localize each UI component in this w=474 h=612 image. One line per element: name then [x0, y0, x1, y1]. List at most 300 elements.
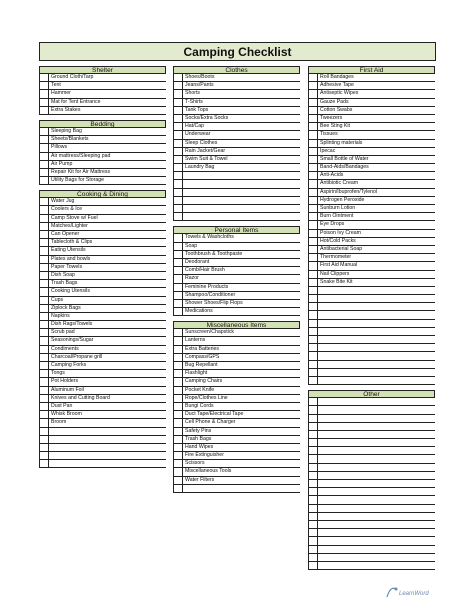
checkbox[interactable]	[308, 328, 318, 335]
page-title: Camping Checklist	[39, 42, 436, 61]
item-label: Knives and Cutting Board	[51, 394, 110, 401]
checkbox[interactable]	[39, 82, 49, 89]
checkbox[interactable]	[308, 554, 318, 561]
checkbox[interactable]	[173, 82, 183, 89]
section-clothes	[173, 66, 300, 221]
checkbox[interactable]	[39, 321, 49, 328]
checkbox[interactable]	[173, 436, 183, 443]
checkbox[interactable]	[308, 262, 318, 269]
checkbox[interactable]	[173, 197, 183, 204]
item-label	[183, 197, 300, 204]
checkbox[interactable]	[173, 234, 183, 241]
item-label	[318, 488, 435, 495]
item-label: Trash Bags	[51, 280, 78, 287]
checkbox[interactable]	[39, 313, 49, 320]
item-label: Tank Tops	[185, 106, 209, 113]
checkbox[interactable]	[39, 370, 49, 377]
checklist-row	[173, 148, 300, 156]
item-label	[318, 513, 435, 520]
checkbox[interactable]	[308, 361, 318, 368]
checkbox[interactable]	[173, 156, 183, 163]
item-label	[183, 213, 300, 220]
checklist-row	[39, 305, 166, 313]
section-header: Personal Items	[173, 226, 300, 234]
checkbox[interactable]	[39, 444, 49, 451]
checklist-row	[173, 172, 300, 180]
item-label: Antibiotic Cream	[320, 180, 359, 187]
checklist-row	[173, 189, 300, 197]
item-label	[318, 546, 435, 553]
checkbox[interactable]	[173, 213, 183, 220]
item-label: Water Jug	[51, 198, 75, 205]
checkbox[interactable]	[308, 496, 318, 503]
item-label: Sleep Clothes	[185, 139, 218, 146]
checkbox[interactable]	[173, 164, 183, 171]
checkbox[interactable]	[173, 419, 183, 426]
checkbox[interactable]	[308, 74, 318, 81]
checklist-row	[173, 267, 300, 275]
checklist-row	[308, 537, 435, 545]
checkbox[interactable]	[173, 387, 183, 394]
checkbox[interactable]	[39, 280, 49, 287]
checkbox[interactable]	[308, 505, 318, 512]
checkbox[interactable]	[39, 346, 49, 353]
checkbox[interactable]	[39, 74, 49, 81]
checkbox[interactable]	[173, 370, 183, 377]
checkbox[interactable]	[173, 189, 183, 196]
item-label: Paper Towels	[51, 263, 83, 270]
checklist-row	[39, 378, 166, 386]
checkbox[interactable]	[39, 264, 49, 271]
checkbox[interactable]	[173, 123, 183, 130]
checklist-column-1	[39, 66, 166, 473]
checkbox[interactable]	[308, 336, 318, 343]
checkbox[interactable]	[308, 107, 318, 114]
item-label	[318, 529, 435, 536]
checkbox[interactable]	[308, 131, 318, 138]
item-label: Bungi Cords	[185, 402, 214, 409]
checkbox[interactable]	[39, 231, 49, 238]
checkbox[interactable]	[308, 230, 318, 237]
checkbox[interactable]	[308, 82, 318, 89]
checkbox[interactable]	[308, 148, 318, 155]
checkbox[interactable]	[173, 329, 183, 336]
item-label: Air mattress/Sleeping pad	[51, 152, 111, 159]
item-label: Tissues	[320, 131, 338, 138]
item-label: Roll Bandages	[320, 74, 354, 80]
item-label: Sunscreen/Chapstick	[185, 329, 235, 336]
checkbox[interactable]	[308, 180, 318, 187]
checkbox[interactable]	[39, 223, 49, 230]
checklist-row	[39, 297, 166, 305]
checkbox[interactable]	[39, 239, 49, 246]
checkbox[interactable]	[173, 468, 183, 475]
checkbox[interactable]	[173, 90, 183, 97]
item-label: Cell Phone & Charger	[185, 419, 236, 426]
checkbox[interactable]	[173, 300, 183, 307]
checklist-row	[173, 308, 300, 316]
item-label	[318, 447, 435, 454]
section-header: Cooking & Dining	[39, 190, 166, 198]
checkbox[interactable]	[173, 131, 183, 138]
checklist-column-2	[173, 66, 300, 498]
item-label: Hat/Cap	[185, 123, 205, 130]
checklist-row	[173, 275, 300, 283]
checklist-row	[39, 223, 166, 231]
checkbox[interactable]	[308, 423, 318, 430]
checklist-row	[173, 444, 300, 452]
checkbox[interactable]	[173, 308, 183, 315]
item-label: Cooking Utensils	[51, 288, 90, 295]
checkbox[interactable]	[39, 177, 49, 184]
checklist-row	[39, 144, 166, 152]
checkbox[interactable]	[308, 189, 318, 196]
checkbox[interactable]	[39, 128, 49, 135]
checkbox[interactable]	[173, 107, 183, 114]
checkbox[interactable]	[308, 513, 318, 520]
item-label: Eye Drops	[320, 221, 345, 228]
item-label	[183, 485, 300, 492]
checkbox[interactable]	[308, 205, 318, 212]
checklist-row	[39, 215, 166, 223]
checkbox[interactable]	[308, 271, 318, 278]
checkbox[interactable]	[308, 406, 318, 413]
checklist-row	[173, 403, 300, 411]
checklist-row	[308, 369, 435, 377]
checklist-row	[39, 436, 166, 444]
checkbox[interactable]	[173, 284, 183, 291]
checkbox[interactable]	[39, 378, 49, 385]
checklist-row	[308, 279, 435, 287]
checkbox[interactable]	[308, 562, 318, 569]
checkbox[interactable]	[308, 464, 318, 471]
checkbox[interactable]	[308, 254, 318, 261]
checkbox[interactable]	[39, 403, 49, 410]
checkbox[interactable]	[308, 447, 318, 454]
section-personal-items	[173, 226, 300, 316]
checkbox[interactable]	[308, 90, 318, 97]
item-label: Deodorant	[185, 258, 210, 265]
checklist-row	[39, 264, 166, 272]
checkbox[interactable]	[39, 329, 49, 336]
item-label: Tent	[51, 82, 61, 89]
checkbox[interactable]	[173, 267, 183, 274]
checkbox[interactable]	[173, 477, 183, 484]
checklist-row	[39, 452, 166, 460]
checkbox[interactable]	[173, 452, 183, 459]
checkbox[interactable]	[308, 197, 318, 204]
checklist-row	[39, 90, 166, 98]
checklist-row	[173, 164, 300, 172]
checkbox[interactable]	[39, 460, 49, 467]
checkbox[interactable]	[173, 411, 183, 418]
checklist-row	[308, 271, 435, 279]
checkbox[interactable]	[308, 311, 318, 318]
checkbox[interactable]	[173, 115, 183, 122]
checklist-row	[39, 354, 166, 362]
checkbox[interactable]	[308, 398, 318, 405]
item-label: Shoes/Boots	[185, 74, 215, 80]
checkbox[interactable]	[308, 246, 318, 253]
checkbox[interactable]	[39, 198, 49, 205]
checkbox[interactable]	[39, 161, 49, 168]
checklist-row	[308, 303, 435, 311]
checklist-row	[308, 287, 435, 295]
checkbox[interactable]	[308, 99, 318, 106]
checkbox[interactable]	[39, 395, 49, 402]
checklist-row	[173, 90, 300, 98]
checkbox[interactable]	[173, 378, 183, 385]
checkbox[interactable]	[39, 305, 49, 312]
checklist-row	[308, 377, 435, 385]
item-label: Jeans/Pants	[185, 82, 214, 89]
item-label	[318, 287, 435, 294]
item-label: Razor	[185, 275, 199, 282]
item-label: Water Filters	[185, 476, 215, 483]
checklist-row	[173, 362, 300, 370]
section-other	[308, 390, 435, 570]
checkbox[interactable]	[173, 460, 183, 467]
item-label: Broom	[51, 419, 67, 426]
checkbox[interactable]	[39, 362, 49, 369]
section-header: First Aid	[308, 66, 435, 74]
section-header: Shelter	[39, 66, 166, 74]
item-label: Camping Chairs	[185, 378, 223, 385]
checkbox[interactable]	[39, 436, 49, 443]
checkbox[interactable]	[308, 455, 318, 462]
checklist-row	[308, 82, 435, 90]
item-label	[318, 328, 435, 335]
checkbox[interactable]	[39, 136, 49, 143]
checkbox[interactable]	[308, 521, 318, 528]
checklist-row	[39, 280, 166, 288]
checklist-row	[173, 378, 300, 386]
logo-text: LearnWord	[399, 591, 429, 597]
checkbox[interactable]	[173, 403, 183, 410]
checklist-row	[308, 464, 435, 472]
item-label	[318, 336, 435, 343]
checklist-row	[39, 403, 166, 411]
checkbox[interactable]	[308, 295, 318, 302]
checkbox[interactable]	[308, 472, 318, 479]
checkbox[interactable]	[173, 292, 183, 299]
checkbox[interactable]	[308, 377, 318, 384]
checklist-row	[39, 169, 166, 177]
checkbox[interactable]	[173, 180, 183, 187]
checkbox[interactable]	[39, 354, 49, 361]
checkbox[interactable]	[308, 287, 318, 294]
checkbox[interactable]	[308, 279, 318, 286]
checkbox[interactable]	[173, 485, 183, 492]
checklist-row	[39, 321, 166, 329]
checkbox[interactable]	[308, 213, 318, 220]
checkbox[interactable]	[173, 251, 183, 258]
checkbox[interactable]	[308, 115, 318, 122]
checkbox[interactable]	[39, 247, 49, 254]
item-label: Cups	[51, 296, 64, 303]
checkbox[interactable]	[173, 354, 183, 361]
checklist-row	[308, 439, 435, 447]
checklist-row	[39, 82, 166, 90]
item-label: Tablecloth & Clips	[51, 239, 93, 246]
item-label: Aluminum Foil	[51, 386, 84, 393]
item-label: Aspirin/Ibuprofen/Tylenol	[320, 188, 378, 195]
checklist-row	[308, 361, 435, 369]
checklist-row	[308, 230, 435, 238]
item-label: Antibacterial Soap	[320, 245, 363, 252]
item-label	[49, 428, 166, 435]
checkbox[interactable]	[39, 206, 49, 213]
item-label: Nail Clippers	[320, 270, 350, 277]
checkbox[interactable]	[173, 428, 183, 435]
item-label: Extra Stakes	[51, 106, 81, 113]
checkbox[interactable]	[39, 297, 49, 304]
checkbox[interactable]	[39, 337, 49, 344]
checkbox[interactable]	[39, 107, 49, 114]
checkbox[interactable]	[173, 205, 183, 212]
checklist-row	[308, 189, 435, 197]
checkbox[interactable]	[308, 488, 318, 495]
checkbox[interactable]	[173, 444, 183, 451]
checkbox[interactable]	[173, 140, 183, 147]
checklist-row	[39, 198, 166, 206]
checklist-row	[39, 153, 166, 161]
checkbox[interactable]	[173, 99, 183, 106]
checkbox[interactable]	[308, 172, 318, 179]
item-label: Sunburn Lotion	[320, 205, 356, 211]
checkbox[interactable]	[308, 369, 318, 376]
checkbox[interactable]	[173, 275, 183, 282]
item-label: T-Shirts	[185, 98, 203, 105]
brand-logo	[385, 585, 437, 601]
checkbox[interactable]	[308, 320, 318, 327]
checkbox[interactable]	[39, 256, 49, 263]
checkbox[interactable]	[39, 144, 49, 151]
checklist-row	[308, 415, 435, 423]
checkbox[interactable]	[173, 243, 183, 250]
checkbox[interactable]	[308, 140, 318, 147]
checkbox[interactable]	[39, 272, 49, 279]
section-header: Bedding	[39, 120, 166, 128]
checkbox[interactable]	[39, 288, 49, 295]
checkbox[interactable]	[173, 346, 183, 353]
checklist-row	[308, 562, 435, 570]
checklist-row	[39, 161, 166, 169]
checkbox[interactable]	[39, 215, 49, 222]
checklist-row	[308, 311, 435, 319]
checkbox[interactable]	[173, 259, 183, 266]
checkbox[interactable]	[308, 439, 318, 446]
checkbox[interactable]	[173, 362, 183, 369]
checkbox[interactable]	[39, 169, 49, 176]
item-label	[318, 439, 435, 446]
item-label: Burn Ointment	[320, 213, 354, 220]
checkbox[interactable]	[308, 221, 318, 228]
item-label: Coolers & Ice	[51, 206, 83, 213]
item-label: Trash Bags	[185, 435, 212, 442]
checkbox[interactable]	[308, 537, 318, 544]
checklist-row	[308, 180, 435, 188]
checklist-row	[39, 247, 166, 255]
checkbox[interactable]	[308, 156, 318, 163]
checkbox[interactable]	[308, 415, 318, 422]
checkbox[interactable]	[39, 428, 49, 435]
checkbox[interactable]	[173, 148, 183, 155]
item-label: Shorts	[185, 90, 200, 97]
checkbox[interactable]	[39, 411, 49, 418]
checkbox[interactable]	[173, 172, 183, 179]
checklist-row	[173, 387, 300, 395]
checklist-row	[173, 180, 300, 188]
checklist-row	[308, 431, 435, 439]
checkbox[interactable]	[173, 395, 183, 402]
checkbox[interactable]	[308, 303, 318, 310]
item-label	[318, 562, 435, 569]
item-label	[318, 361, 435, 368]
checkbox[interactable]	[308, 529, 318, 536]
item-label: Miscellaneous Tools	[185, 468, 232, 475]
checklist-row	[308, 140, 435, 148]
checkbox[interactable]	[173, 74, 183, 81]
checkbox[interactable]	[308, 352, 318, 359]
item-label	[318, 398, 435, 405]
item-label: Dish Soap	[51, 271, 75, 278]
item-label: Shower Shoes/Flip Flops	[185, 299, 243, 306]
checklist-row	[39, 177, 166, 185]
checkbox[interactable]	[39, 387, 49, 394]
checkbox[interactable]	[308, 344, 318, 351]
checklist-row	[39, 370, 166, 378]
checkbox[interactable]	[308, 164, 318, 171]
item-label	[318, 464, 435, 471]
checklist-row	[39, 387, 166, 395]
item-label: Scrub pad	[51, 329, 75, 336]
checklist-row	[173, 131, 300, 139]
checklist-row	[39, 362, 166, 370]
checkbox[interactable]	[39, 99, 49, 106]
checklist-row	[308, 496, 435, 504]
checkbox[interactable]	[308, 480, 318, 487]
checkbox[interactable]	[39, 90, 49, 97]
checklist-row	[39, 231, 166, 239]
item-label: Hot/Cold Packs	[320, 237, 356, 244]
checkbox[interactable]	[39, 419, 49, 426]
checklist-row	[308, 423, 435, 431]
checkbox[interactable]	[308, 431, 318, 438]
checklist-row	[173, 395, 300, 403]
checklist-row	[173, 337, 300, 345]
item-label: Sleeping Bag	[51, 127, 82, 134]
checklist-row	[308, 505, 435, 513]
checklist-row	[173, 115, 300, 123]
checklist-row	[308, 513, 435, 521]
checkbox[interactable]	[308, 238, 318, 245]
item-label	[49, 436, 166, 443]
checklist-row	[173, 74, 300, 82]
checkbox[interactable]	[173, 337, 183, 344]
item-label: Gauze Pads	[320, 98, 349, 105]
section-header: Miscellaneous Items	[173, 321, 300, 329]
checklist-row	[173, 460, 300, 468]
checklist-row	[173, 485, 300, 493]
item-label: Plates and bowls	[51, 255, 91, 262]
checkbox[interactable]	[39, 452, 49, 459]
item-label	[318, 480, 435, 487]
checkbox[interactable]	[308, 546, 318, 553]
checkbox[interactable]	[39, 153, 49, 160]
checklist-row	[39, 313, 166, 321]
checkbox[interactable]	[308, 123, 318, 130]
